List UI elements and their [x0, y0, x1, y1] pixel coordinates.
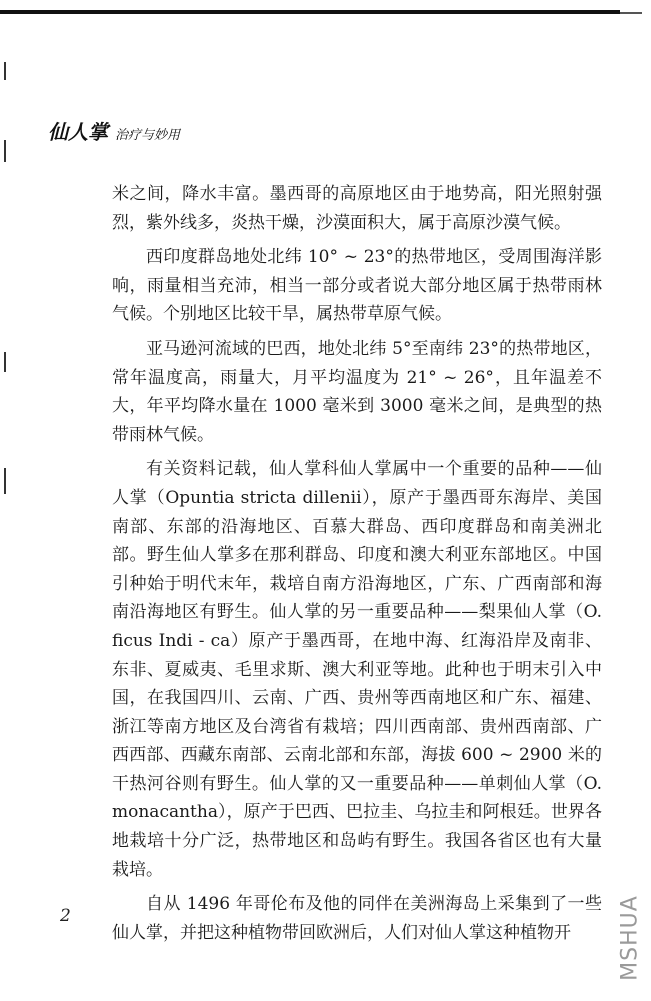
margin-tick [4, 352, 6, 372]
page-number: 2 [60, 906, 71, 926]
paragraph: 米之间，降水丰富。墨西哥的高原地区由于地势高，阳光照射强烈，紫外线多，炎热干燥，沙漠面积大，属于高原沙漠气候。 [112, 184, 602, 233]
paragraph: 西印度群岛地处北纬 10° ~ 23°的热带地区，受周围海洋影响，雨量相当充沛，相当一部分或者说大部分地区属于热带雨林气候。个别地区比较干旱，属热带草原气候。 [112, 247, 602, 325]
margin-tick [4, 140, 6, 162]
paragraph: 亚马逊河流域的巴西，地处北纬 5°至南纬 23°的热带地区，常年温度高，雨量大，月平均温度为 21° ~ 26°，且年温差不大，年平均降水量在 1000 毫米到 3000 毫米之间，是典型的热带雨林气候。 [112, 338, 602, 445]
book-logo-sub: 治疗与妙用 [114, 128, 180, 143]
margin-tick [4, 468, 6, 494]
watermark [615, 880, 645, 995]
book-logo [48, 98, 248, 158]
paragraph: 有关资料记载，仙人掌科仙人掌属中一个重要的品种——仙人掌（Opuntia stricta dillenii），原产于墨西哥东海岸、美国南部、东部的沿海地区、百慕大群岛、西印度群岛和南美洲北部。野生仙人掌多在那利群岛、印度和澳大利亚东部地区。中国引种始于明代末年，栽培自南方沿海地区，广东、广西南部和海南沿海地区有野生。仙人掌的另一重要品种——梨果仙人掌（O. ficus Indi - ca）原产于墨西哥，在地中海、红海沿岸及南非、东非、夏威夷、毛里求斯、澳大利亚等地。此种也于明末引入中国，在我国四川、云南、广西、贵州等西南地区和广东、福建、浙江等南方地区及台湾省有栽培；四川西南部、贵州西南部、广西西部、西藏东南部、云南北部和东部，海拔 600 ~ 2900 米的干热河谷则有野生。仙人掌的又一重要品种——单刺仙人掌（O. monacantha），原产于巴西、巴拉圭、乌拉圭和阿根廷。世界各地栽培十分广泛，热带地区和岛屿有野生。我国各省区也有大量栽培。 [112, 459, 602, 880]
book-logo-text [48, 116, 180, 145]
book-logo-main: 仙人掌 [48, 120, 108, 144]
paragraph: 自从 1496 年哥伦布及他的同伴在美洲海岛上采集到了一些仙人掌，并把这种植物带回欧洲后，人们对仙人掌这种植物开 [112, 894, 602, 943]
watermark-text: MSHUA [617, 894, 643, 981]
top-rule [0, 10, 620, 14]
margin-tick [4, 62, 6, 80]
page-body [112, 180, 602, 953]
top-rule-end [620, 12, 642, 14]
